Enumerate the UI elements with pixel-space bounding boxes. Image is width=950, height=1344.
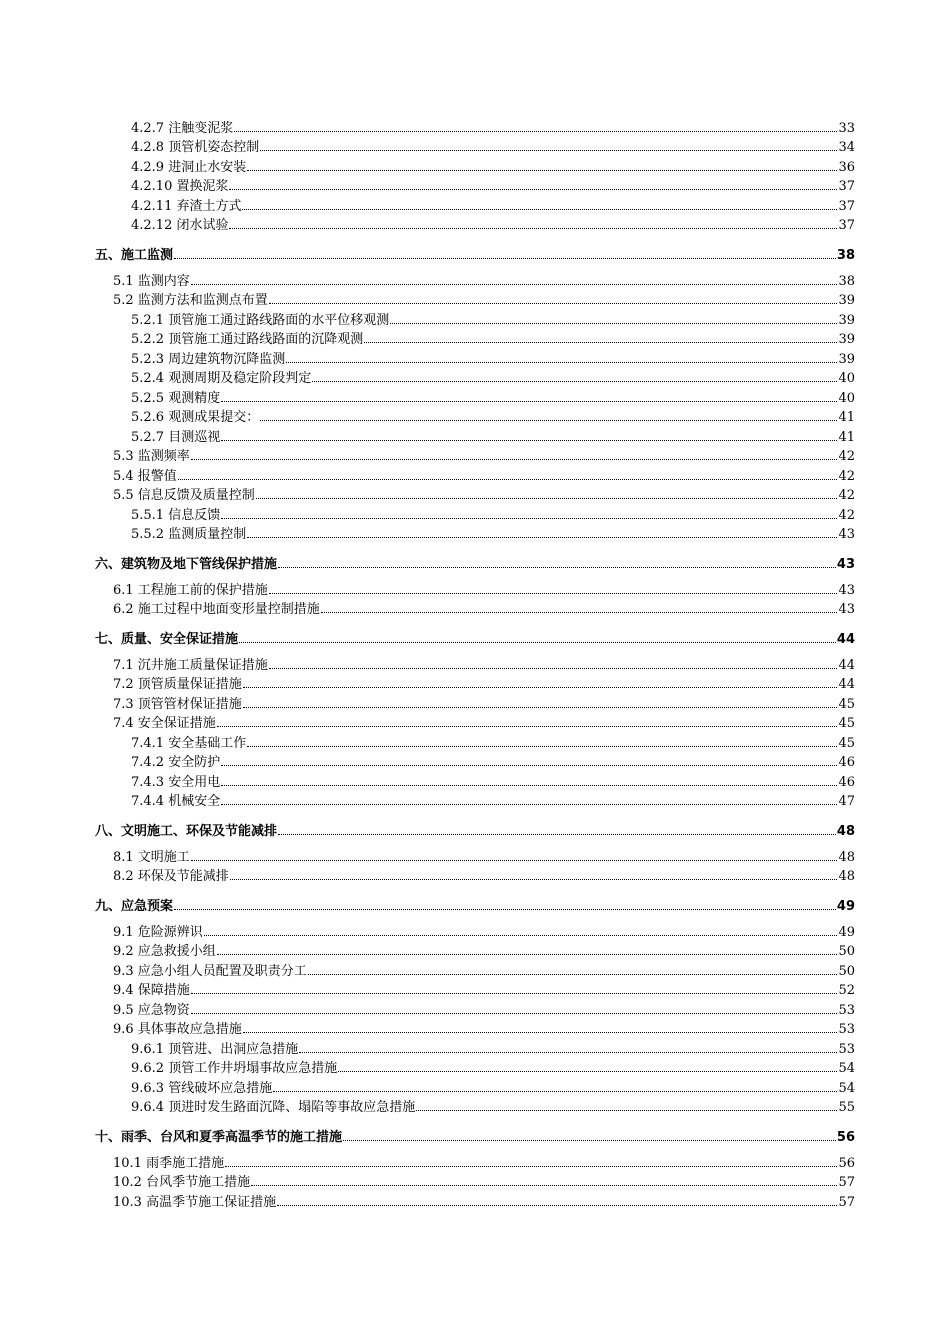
toc-entry[interactable] xyxy=(95,175,855,195)
toc-entry-title: 5.2.4 观测周期及稳定阶段判定 xyxy=(131,371,312,386)
toc-entry[interactable] xyxy=(95,920,855,940)
toc-entry-title: 9.6.3 管线破坏应急措施 xyxy=(131,1080,273,1096)
toc-entry-title: 5.2.7 目测巡视 xyxy=(131,429,221,445)
toc-entry-title: 5.2.1 顶管施工通过路线路面的水平位移观测 xyxy=(131,312,390,328)
toc-entry-title: 9.4 保障措施 xyxy=(113,983,190,998)
toc-entry-page-number: 53 xyxy=(838,1041,855,1057)
dot-leader xyxy=(191,283,838,285)
toc-entry-page-number: 38 xyxy=(838,273,855,289)
toc-entry-page-number: 36 xyxy=(838,159,855,175)
toc-entry-title: 7.2 顶管质量保证措施 xyxy=(113,677,242,692)
toc-entry-title: 10.1 雨季施工措施 xyxy=(113,1155,225,1171)
toc-entry-title: 5.5.2 监测质量控制 xyxy=(131,527,247,542)
toc-entry-title: 7.1 沉井施工质量保证措施 xyxy=(113,657,268,673)
toc-entry[interactable] xyxy=(95,214,855,234)
dot-leader xyxy=(221,764,837,766)
toc-entry-title: 4.2.9 进洞止水安装 xyxy=(131,159,247,175)
dot-leader xyxy=(178,478,838,480)
table-of-contents xyxy=(95,116,855,1210)
toc-entry-title: 6.2 施工过程中地面变形量控制措施 xyxy=(113,602,320,617)
toc-entry-title: 5.2.2 顶管施工通过路线路面的沉降观测 xyxy=(131,332,364,347)
dot-leader xyxy=(191,992,838,994)
dot-leader xyxy=(286,361,837,363)
toc-entry-page-number: 42 xyxy=(838,488,855,503)
dot-leader xyxy=(278,566,836,568)
toc-entry[interactable] xyxy=(95,1037,855,1057)
toc-entry-page-number: 48 xyxy=(838,849,855,865)
dot-leader xyxy=(191,458,838,460)
toc-entry-page-number: 43 xyxy=(838,582,855,598)
dot-leader xyxy=(269,302,838,304)
toc-entry-page-number: 44 xyxy=(838,677,855,692)
toc-entry-page-number: 40 xyxy=(838,390,855,406)
toc-entry-page-number: 53 xyxy=(838,1002,855,1018)
toc-entry-page-number: 37 xyxy=(838,218,855,233)
toc-entry[interactable] xyxy=(95,598,855,618)
toc-entry-page-number: 45 xyxy=(838,735,855,751)
toc-entry-page-number: 56 xyxy=(838,1155,855,1171)
toc-entry-title: 4.2.11 弃渣土方式 xyxy=(131,198,242,214)
toc-entry-page-number: 57 xyxy=(838,1194,855,1210)
toc-entry-title: 9.6 具体事故应急措施 xyxy=(113,1022,242,1037)
toc-entry-page-number: 42 xyxy=(838,468,855,484)
toc-entry-page-number: 49 xyxy=(836,899,855,914)
toc-entry-page-number: 38 xyxy=(836,248,855,263)
toc-entry[interactable] xyxy=(95,445,855,465)
toc-entry[interactable] xyxy=(95,578,855,598)
dot-leader xyxy=(278,833,836,835)
toc-entry[interactable] xyxy=(95,940,855,960)
toc-entry-title: 9.5 应急物资 xyxy=(113,1002,190,1018)
toc-entry-title: 10.2 台风季节施工措施 xyxy=(113,1175,251,1190)
dot-leader xyxy=(229,188,837,190)
toc-entry[interactable] xyxy=(95,328,855,348)
toc-entry-title: 4.2.7 注触变泥浆 xyxy=(131,120,234,136)
toc-entry-title: 六、建筑物及地下管线保护措施 xyxy=(95,557,278,572)
dot-leader xyxy=(251,1184,837,1186)
toc-entry-page-number: 41 xyxy=(838,429,855,445)
toc-entry-page-number: 34 xyxy=(838,140,855,155)
toc-entry-title: 5.2.3 周边建筑物沉降监测 xyxy=(131,351,286,367)
toc-entry-title: 五、施工监测 xyxy=(95,248,174,263)
dot-leader xyxy=(174,908,836,910)
toc-entry-page-number: 42 xyxy=(838,507,855,523)
toc-entry[interactable] xyxy=(95,1096,855,1116)
dot-leader xyxy=(243,706,838,708)
toc-entry-title: 九、应急预案 xyxy=(95,899,174,914)
toc-entry[interactable] xyxy=(95,712,855,732)
toc-entry[interactable] xyxy=(95,386,855,406)
toc-entry-page-number: 39 xyxy=(838,312,855,328)
toc-entry-page-number: 54 xyxy=(838,1080,855,1096)
toc-entry[interactable] xyxy=(95,194,855,214)
toc-chapter-entry[interactable] xyxy=(95,242,855,263)
toc-entry-title: 4.2.8 顶管机姿态控制 xyxy=(131,140,260,155)
toc-entry-page-number: 39 xyxy=(838,332,855,347)
toc-entry-page-number: 44 xyxy=(838,657,855,673)
toc-entry[interactable] xyxy=(95,406,855,426)
toc-entry[interactable] xyxy=(95,1171,855,1191)
toc-entry-title: 5.1 监测内容 xyxy=(113,273,190,289)
toc-entry-title: 5.2.6 观测成果提交： xyxy=(131,410,260,425)
dot-leader xyxy=(204,934,838,936)
toc-entry-title: 7.4.2 安全防护 xyxy=(131,755,221,770)
toc-entry-title: 7.4.3 安全用电 xyxy=(131,774,221,790)
toc-entry[interactable] xyxy=(95,503,855,523)
toc-entry[interactable] xyxy=(95,731,855,751)
toc-entry-title: 4.2.10 置换泥浆 xyxy=(131,179,229,194)
dot-leader xyxy=(221,400,837,402)
toc-entry-title: 9.2 应急救援小组 xyxy=(113,944,216,959)
toc-entry-title: 5.2 监测方法和监测点布置 xyxy=(113,293,268,308)
dot-leader xyxy=(221,517,837,519)
toc-entry[interactable] xyxy=(95,464,855,484)
toc-entry-title: 八、文明施工、环保及节能减排 xyxy=(95,824,278,839)
dot-leader xyxy=(277,1204,837,1206)
toc-entry-page-number: 33 xyxy=(838,120,855,136)
dot-leader xyxy=(256,497,838,499)
dot-leader xyxy=(230,878,838,880)
dot-leader xyxy=(243,1031,838,1033)
dot-leader xyxy=(243,686,838,688)
dot-leader xyxy=(260,419,837,421)
toc-entry-page-number: 46 xyxy=(838,774,855,790)
dot-leader xyxy=(312,380,837,382)
toc-entry[interactable] xyxy=(95,425,855,445)
toc-entry-page-number: 43 xyxy=(838,527,855,542)
toc-entry[interactable] xyxy=(95,845,855,865)
toc-entry[interactable] xyxy=(95,979,855,999)
toc-entry[interactable] xyxy=(95,347,855,367)
toc-entry-title: 5.3 监测频率 xyxy=(113,449,190,464)
dot-leader xyxy=(217,725,838,727)
toc-entry[interactable] xyxy=(95,1018,855,1038)
dot-leader xyxy=(364,341,837,343)
toc-entry-title: 9.3 应急小组人员配置及职责分工 xyxy=(113,963,307,979)
toc-chapter-entry[interactable] xyxy=(95,818,855,839)
toc-entry-page-number: 56 xyxy=(836,1130,855,1145)
toc-entry-title: 7.4.4 机械安全 xyxy=(131,794,221,809)
toc-entry-title: 9.1 危险源辨识 xyxy=(113,924,203,940)
dot-leader xyxy=(390,322,837,324)
dot-leader xyxy=(269,592,838,594)
dot-leader xyxy=(247,745,837,747)
dot-leader xyxy=(273,1090,837,1092)
toc-entry-page-number: 57 xyxy=(838,1175,855,1190)
dot-leader xyxy=(338,1070,837,1072)
toc-entry-page-number: 50 xyxy=(838,944,855,959)
dot-leader xyxy=(217,953,838,955)
toc-entry[interactable] xyxy=(95,1076,855,1096)
toc-entry[interactable] xyxy=(95,865,855,885)
dot-leader xyxy=(247,536,837,538)
dot-leader xyxy=(174,257,836,259)
toc-entry[interactable] xyxy=(95,770,855,790)
toc-entry-page-number: 52 xyxy=(838,983,855,998)
toc-entry-page-number: 37 xyxy=(838,179,855,194)
toc-entry-title: 7.4 安全保证措施 xyxy=(113,716,216,731)
dot-leader xyxy=(299,1051,837,1053)
toc-entry-title: 5.2.5 观测精度 xyxy=(131,390,221,406)
toc-entry[interactable] xyxy=(95,1190,855,1210)
toc-entry-page-number: 50 xyxy=(838,963,855,979)
toc-entry-title: 5.4 报警值 xyxy=(113,468,177,484)
toc-entry-title: 8.2 环保及节能减排 xyxy=(113,869,229,884)
toc-chapter-entry[interactable] xyxy=(95,893,855,914)
dot-leader xyxy=(416,1109,837,1111)
toc-entry-title: 9.6.4 顶进时发生路面沉降、塌陷等事故应急措施 xyxy=(131,1100,416,1115)
toc-entry[interactable] xyxy=(95,1057,855,1077)
dot-leader xyxy=(229,227,837,229)
toc-entry-title: 7.3 顶管管材保证措施 xyxy=(113,696,242,712)
toc-entry-title: 9.6.2 顶管工作井坍塌事故应急措施 xyxy=(131,1061,338,1076)
toc-entry-page-number: 53 xyxy=(838,1022,855,1037)
toc-entry-title: 6.1 工程施工前的保护措施 xyxy=(113,582,268,598)
toc-entry-title: 5.5 信息反馈及质量控制 xyxy=(113,488,255,503)
toc-entry[interactable] xyxy=(95,155,855,175)
toc-entry-page-number: 44 xyxy=(836,632,855,647)
toc-entry[interactable] xyxy=(95,692,855,712)
toc-entry-page-number: 39 xyxy=(838,293,855,308)
dot-leader xyxy=(221,784,837,786)
dot-leader xyxy=(247,169,837,171)
toc-entry-title: 5.5.1 信息反馈 xyxy=(131,507,221,523)
toc-entry-page-number: 48 xyxy=(838,869,855,884)
toc-entry-title: 十、雨季、台风和夏季高温季节的施工措施 xyxy=(95,1130,343,1145)
toc-entry-page-number: 54 xyxy=(838,1061,855,1076)
toc-entry-title: 9.6.1 顶管进、出洞应急措施 xyxy=(131,1041,299,1057)
toc-entry[interactable] xyxy=(95,308,855,328)
toc-entry-page-number: 47 xyxy=(838,794,855,809)
dot-leader xyxy=(343,1139,836,1141)
dot-leader xyxy=(308,973,838,975)
toc-entry[interactable] xyxy=(95,751,855,771)
toc-entry-title: 七、质量、安全保证措施 xyxy=(95,632,239,647)
toc-entry-title: 4.2.12 闭水试验 xyxy=(131,218,229,233)
dot-leader xyxy=(242,208,837,210)
toc-entry-title: 10.3 高温季节施工保证措施 xyxy=(113,1194,277,1210)
toc-entry[interactable] xyxy=(95,269,855,289)
toc-entry-page-number: 37 xyxy=(838,198,855,214)
toc-entry-page-number: 43 xyxy=(838,602,855,617)
toc-entry-title: 7.4.1 安全基础工作 xyxy=(131,735,247,751)
dot-leader xyxy=(191,859,838,861)
toc-entry[interactable] xyxy=(95,116,855,136)
toc-entry[interactable] xyxy=(95,136,855,156)
toc-entry-page-number: 45 xyxy=(838,716,855,731)
toc-entry-page-number: 48 xyxy=(836,824,855,839)
dot-leader xyxy=(321,611,838,613)
toc-entry-title: 8.1 文明施工 xyxy=(113,849,190,865)
toc-entry-page-number: 42 xyxy=(838,449,855,464)
dot-leader xyxy=(225,1165,837,1167)
dot-leader xyxy=(221,803,837,805)
toc-entry[interactable] xyxy=(95,998,855,1018)
toc-entry-page-number: 49 xyxy=(838,924,855,940)
dot-leader xyxy=(221,439,837,441)
toc-chapter-entry[interactable] xyxy=(95,551,855,572)
toc-entry-page-number: 39 xyxy=(838,351,855,367)
toc-entry-page-number: 41 xyxy=(838,410,855,425)
toc-entry-page-number: 46 xyxy=(838,755,855,770)
dot-leader xyxy=(234,130,837,132)
toc-entry[interactable] xyxy=(95,289,855,309)
toc-entry[interactable] xyxy=(95,790,855,810)
toc-entry[interactable] xyxy=(95,367,855,387)
toc-entry-page-number: 43 xyxy=(836,557,855,572)
dot-leader xyxy=(260,149,837,151)
toc-entry[interactable] xyxy=(95,653,855,673)
toc-chapter-entry[interactable] xyxy=(95,1124,855,1145)
toc-entry[interactable] xyxy=(95,673,855,693)
toc-entry[interactable] xyxy=(95,523,855,543)
toc-entry-page-number: 40 xyxy=(838,371,855,386)
dot-leader xyxy=(239,641,836,643)
toc-entry[interactable] xyxy=(95,484,855,504)
toc-entry-page-number: 45 xyxy=(838,696,855,712)
dot-leader xyxy=(269,667,838,669)
toc-chapter-entry[interactable] xyxy=(95,626,855,647)
toc-entry-page-number: 55 xyxy=(838,1100,855,1115)
toc-entry[interactable] xyxy=(95,959,855,979)
dot-leader xyxy=(191,1012,838,1014)
toc-entry[interactable] xyxy=(95,1151,855,1171)
